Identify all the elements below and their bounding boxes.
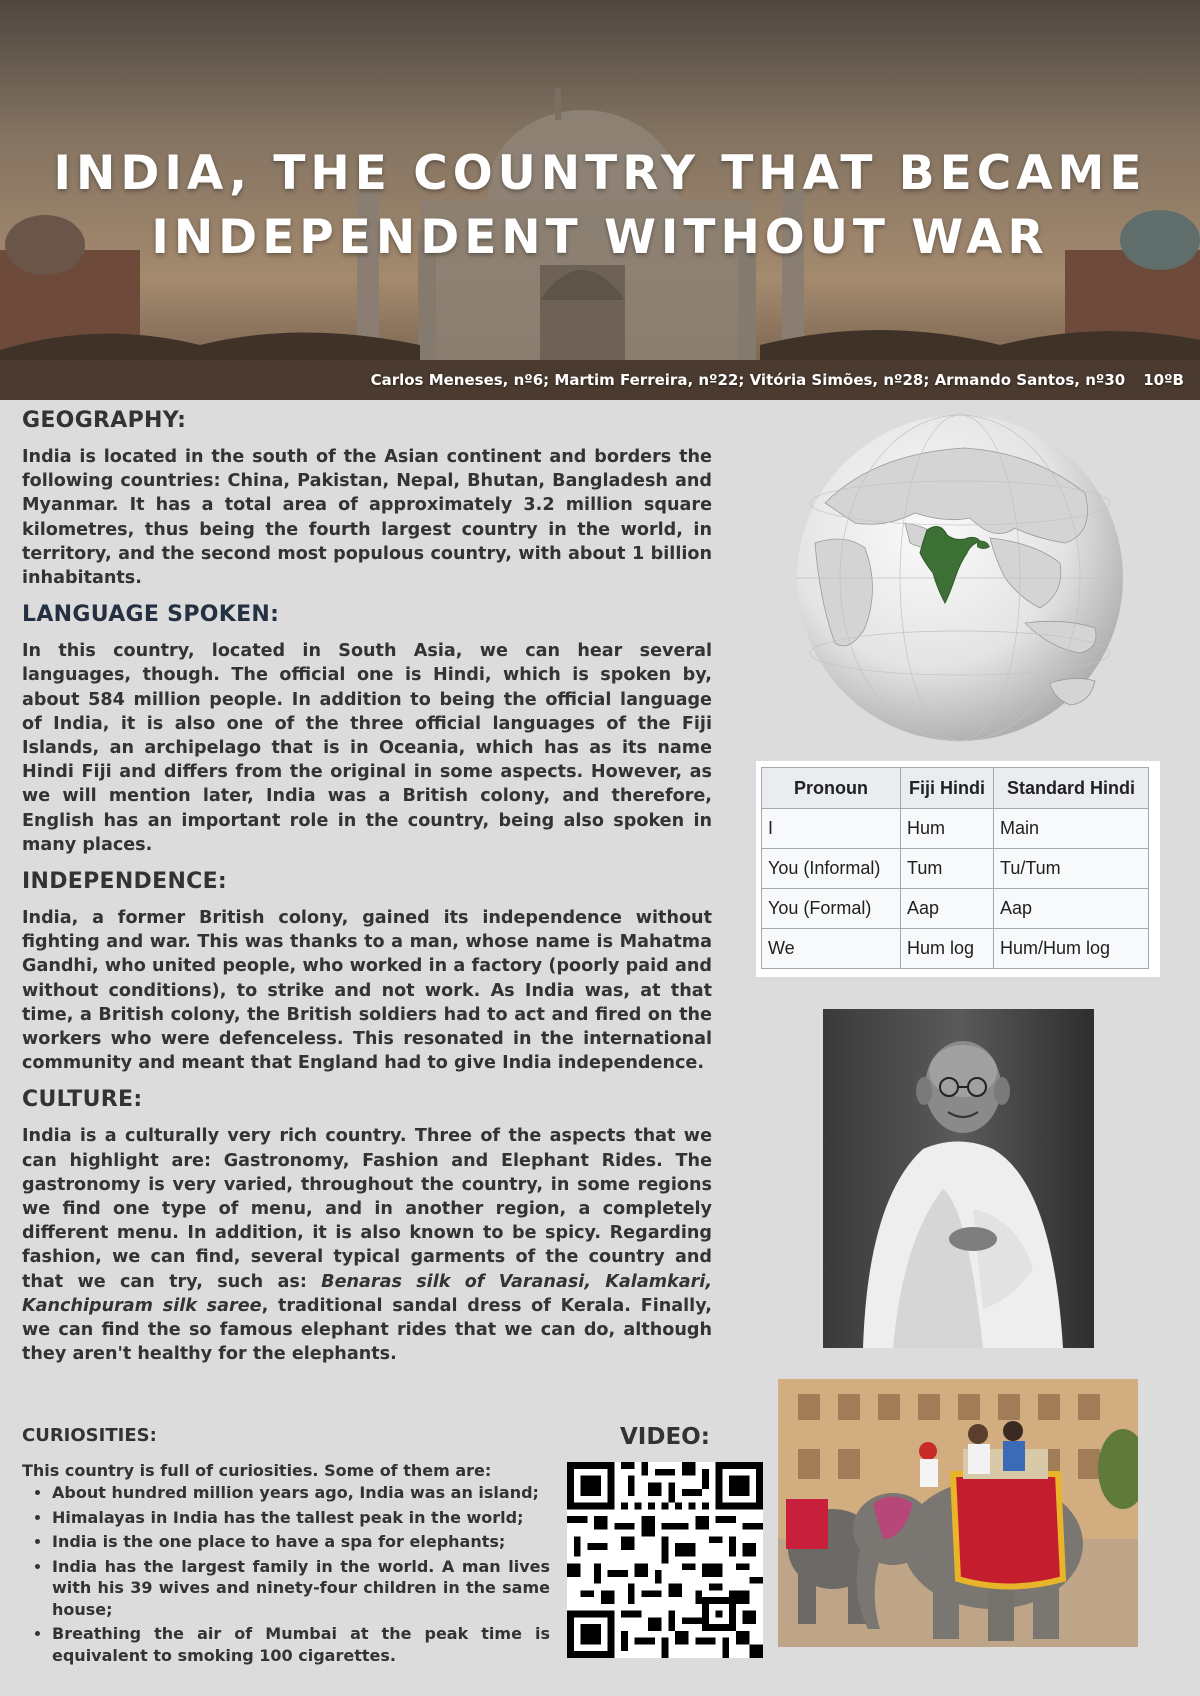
- geography-text: India is located in the south of the Asian continent and borders the following countries: China, Pakistan, Nepal, Bhutan, Bangladesh and Myanmar. It has a total area of approximately 3.2 million square kilometres, thus being the fourth largest country in the world, in territory, and the second most populous country, with about 1 billion inhabitants.: [22, 447, 712, 589]
- curiosities-heading: CURIOSITIES:: [22, 1425, 157, 1446]
- class-label: 10ºB: [1143, 371, 1184, 389]
- list-item: • India is the one place to have a spa for elephants;: [52, 1531, 550, 1553]
- author-names: Carlos Meneses, nº6; Martim Ferreira, nº22; Vitória Simões, nº28; Armando Santos, nº30: [370, 371, 1126, 389]
- geography-heading: GEOGRAPHY:: [22, 408, 187, 433]
- list-item: • India has the largest family in the world. A man lives with his 39 wives and ninety-four children in the same house;: [52, 1556, 550, 1621]
- authors-line: [371, 371, 1184, 389]
- table-header: Fiji Hindi: [901, 768, 994, 809]
- list-item: • Breathing the air of Mumbai at the peak time is equivalent to smoking 100 cigarettes.: [52, 1623, 550, 1666]
- main-text-column: [22, 408, 712, 1379]
- table-cell: Hum: [901, 809, 994, 849]
- globe-india-map: [795, 413, 1125, 743]
- table-row: [762, 849, 1149, 889]
- curiosities-intro: This country is full of curiosities. Some of them are:: [22, 1461, 492, 1480]
- curiosities-section: [22, 1425, 550, 1669]
- culture-garments: Benaras silk of Varanasi, Kalamkari, Kanchipuram silk saree: [22, 1271, 712, 1316]
- table-cell: We: [762, 929, 901, 969]
- table-cell: Aap: [901, 889, 994, 929]
- language-text: In this country, located in South Asia, we can hear several languages, though. The official one is Hindi, which is spoken by, about 584 million people. In addition to being the official language of India, it is also one of the three official languages of the Fiji Islands, an archipelago that is in Oceania, which has as its name Hindi Fiji and differs from the original in some aspects. However, as we will mention later, India was a British colony, and therefore, English has an important role in the country, being also spoken in many places.: [22, 641, 712, 855]
- title-line-2: INDEPENDENT WITHOUT WAR: [151, 210, 1049, 265]
- table-cell: Main: [994, 809, 1149, 849]
- header-banner: [0, 0, 1200, 400]
- poster-title: [0, 142, 1200, 270]
- curiosities-list: [22, 1482, 550, 1666]
- table-cell: Tu/Tum: [994, 849, 1149, 889]
- table-header: Pronoun: [762, 768, 901, 809]
- culture-heading: CULTURE:: [22, 1087, 143, 1113]
- table-header-row: [762, 768, 1149, 809]
- language-heading: LANGUAGE SPOKEN:: [22, 602, 280, 628]
- table-cell: Tum: [901, 849, 994, 889]
- title-line-1: INDIA, THE COUNTRY THAT BECAME: [53, 146, 1147, 201]
- table-header: Standard Hindi: [994, 768, 1149, 809]
- pronoun-table-panel: [756, 761, 1160, 977]
- table-row: [762, 889, 1149, 929]
- list-item: • About hundred million years ago, India was an island;: [52, 1482, 550, 1504]
- table-cell: Hum/Hum log: [994, 929, 1149, 969]
- table-row: [762, 929, 1149, 969]
- table-cell: Hum log: [901, 929, 994, 969]
- list-item: • Himalayas in India has the tallest peak in the world;: [52, 1507, 550, 1529]
- pronoun-table: [761, 767, 1149, 969]
- elephant-ride-photo: [778, 1379, 1138, 1647]
- gandhi-portrait: [823, 1009, 1094, 1348]
- table-cell: You (Formal): [762, 889, 901, 929]
- culture-text-after: , traditional sandal dress of Kerala. Finally, we can find the so famous elephant rides that we can do, although they aren't healthy for the elephants.: [22, 1295, 712, 1365]
- table-cell: Aap: [994, 889, 1149, 929]
- independence-text: India, a former British colony, gained its independence without fighting and war. This was thanks to a man, whose name is Mahatma Gandhi, who united people, who worked in a factory (poorly paid and without conditions), to strike and not work. As India was, at that time, a British colony, the British soldiers had to act and fired on the workers who were defenceless. This resonated in the international community and meant that England had to give India independence.: [22, 908, 712, 1074]
- video-qr-code[interactable]: [567, 1462, 763, 1658]
- culture-text: [22, 1124, 712, 1366]
- table-cell: I: [762, 809, 901, 849]
- independence-heading: INDEPENDENCE:: [22, 869, 228, 895]
- culture-text-before: India is a culturally very rich country. Three of the aspects that we can highlight are: Gastronomy, Fashion and Elephant Rides. The gastronomy is very varied, throughout the country, in some regions we find one type of menu, and in another region, a completely different menu. In addition, it is also known to be spicy. Regarding fashion, we can find, several typical garments of the country and that we can try, such as:: [22, 1126, 712, 1292]
- video-heading: VIDEO:: [620, 1424, 710, 1450]
- table-cell: You (Informal): [762, 849, 901, 889]
- table-row: [762, 809, 1149, 849]
